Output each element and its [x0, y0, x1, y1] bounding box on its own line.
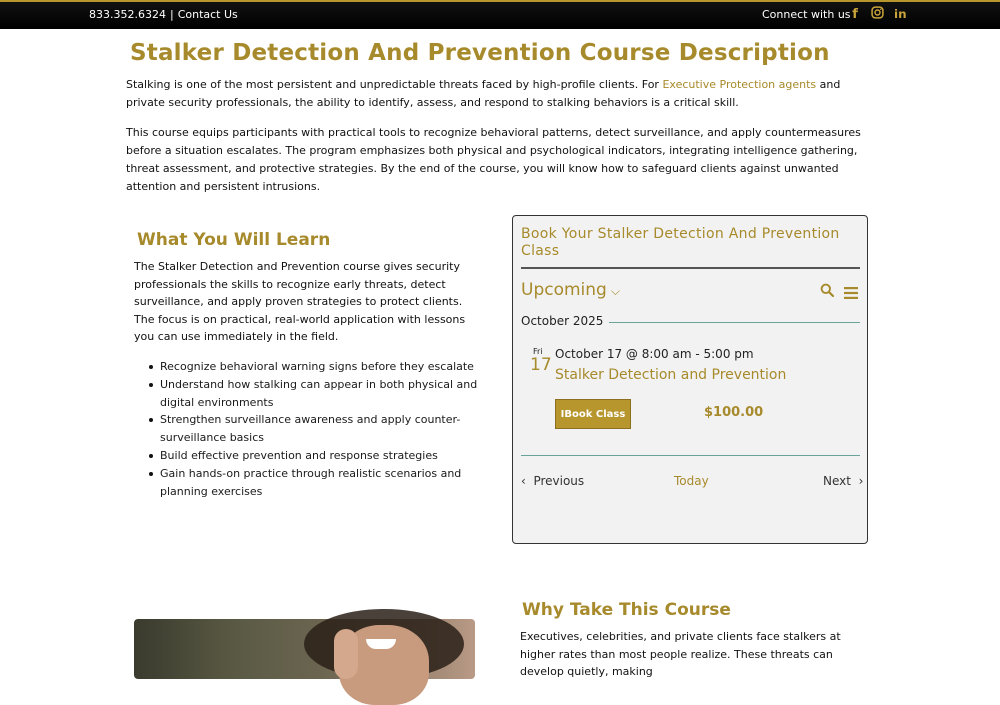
book-class-button[interactable]: IBook Class	[555, 399, 631, 429]
why-heading: Why Take This Course	[522, 600, 731, 620]
event-time: October 17 @ 8:00 am - 5:00 pm	[555, 347, 754, 361]
facebook-icon[interactable]	[849, 6, 862, 22]
menu-icon[interactable]	[844, 284, 858, 296]
intro-text-start: Stalking is one of the most persistent and unpredictable threats faced by high-profile clients. For	[126, 78, 663, 91]
course-paragraph: This course equips participants with practical tools to recognize behavioral patterns, detect surveillance, and apply countermeasures before a situation escalates. The program emphasizes both physical and psychological indicators, integrating intelligence gathering, threat assessment, and protective strategies. By the end of the course, you will know how to safeguard clients against unwanted attention and persistent intrusions.	[126, 126, 861, 193]
booking-card	[512, 215, 868, 544]
today-button[interactable]: Today	[674, 474, 709, 488]
contact-us-link[interactable]: Contact Us	[177, 8, 238, 21]
search-icon[interactable]	[820, 282, 834, 296]
photo-hand	[334, 629, 358, 679]
view-selector[interactable]	[521, 280, 620, 300]
learn-heading: What You Will Learn	[137, 230, 331, 250]
list-item: Build effective prevention and response strategies	[160, 447, 490, 465]
month-label: October 2025	[521, 314, 604, 328]
svg-text:in: in	[894, 6, 907, 21]
page-title: Stalker Detection And Prevention Course Description	[130, 40, 830, 66]
connect-label: Connect with us	[762, 8, 851, 21]
intro-paragraph	[126, 76, 874, 112]
event-day-label: Fri	[533, 347, 543, 356]
phone-number[interactable]: 833.352.6324	[89, 8, 166, 21]
previous-label: Previous	[533, 474, 585, 488]
list-item: Strengthen surveillance awareness and apply counter-surveillance basics	[160, 411, 490, 447]
svg-text:f: f	[852, 6, 858, 22]
topbar-separator: |	[169, 8, 174, 21]
booking-title: Book Your Stalker Detection And Prevention Class	[521, 226, 840, 259]
view-label: Upcoming	[521, 280, 607, 300]
linkedin-icon[interactable]	[894, 6, 907, 19]
topbar-contact	[89, 8, 238, 21]
chevron-left-icon: ‹	[521, 474, 526, 488]
intro-text-end: and private security professionals, the ability to identify, assess, and respond to stalking behaviors is a critical skill.	[126, 78, 841, 109]
chevron-right-icon: ›	[858, 474, 864, 488]
instagram-icon[interactable]	[871, 6, 884, 19]
chevron-down-icon: ⌵	[610, 284, 620, 298]
divider	[521, 267, 860, 269]
previous-button[interactable]	[521, 474, 584, 488]
list-item: Recognize behavioral warning signs before they escalate	[160, 358, 490, 376]
learn-body: The Stalker Detection and Prevention course gives security professionals the skills to recognize early threats, detect surveillance, and apply proven strategies to protect clients. The focus is on practical, real-world application with lessons you can use immediately in the field.	[134, 260, 466, 344]
event-title-link[interactable]: Stalker Detection and Prevention	[555, 367, 787, 383]
list-item: Gain hands-on practice through realistic scenarios and planning exercises	[160, 465, 490, 501]
why-body: Executives, celebrities, and private clients face stalkers at higher rates than most people realize. These threats can develop quietly, making	[520, 630, 841, 679]
learn-list	[160, 358, 490, 500]
course-photo	[134, 619, 475, 679]
event-day-number: 17	[530, 355, 552, 375]
event-price: $100.00	[704, 405, 764, 420]
list-item: Understand how stalking can appear in both physical and digital environments	[160, 376, 490, 412]
next-button[interactable]	[823, 474, 863, 488]
divider	[609, 322, 860, 323]
executive-protection-link[interactable]: Executive Protection agents	[662, 78, 817, 91]
next-label: Next	[823, 474, 851, 488]
top-bar	[0, 0, 1000, 29]
divider	[521, 455, 860, 456]
